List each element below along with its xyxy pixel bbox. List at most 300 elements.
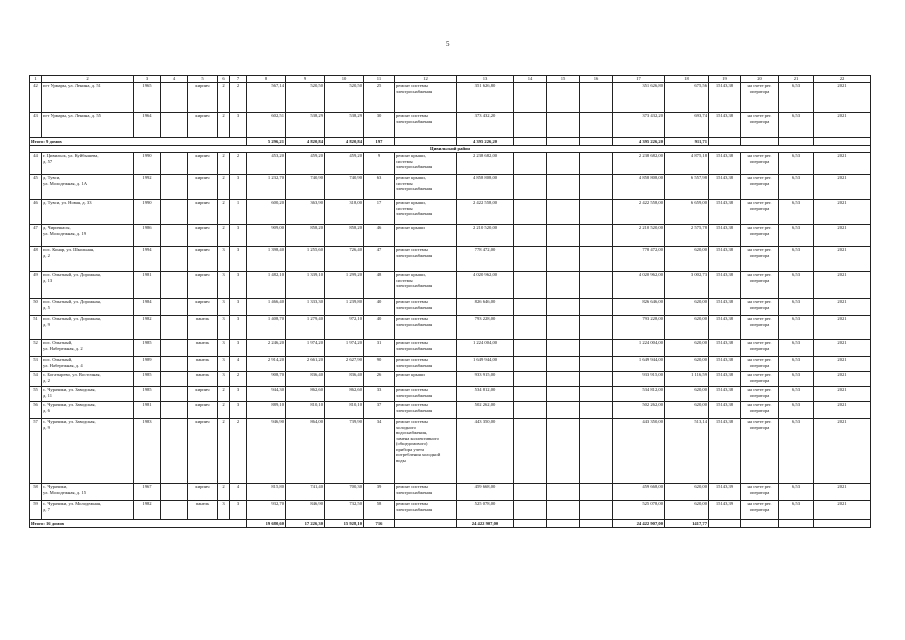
table-cell: ремонт системы холодного водоснабжения, замена коллективного (общедомового) прибора учета потребления холодной воды — [395, 419, 457, 484]
table-cell — [547, 501, 580, 520]
table-cell: 2 422 558,00 — [613, 200, 665, 225]
table-cell: пгт Урмары, ул. Ленина, д. 51 — [42, 83, 134, 113]
table-row — [30, 153, 871, 175]
table-cell: на счете рег. оператора — [741, 153, 779, 175]
table-cell: кирпич — [188, 272, 218, 299]
table-cell — [514, 153, 547, 175]
table-cell: пос. Опытный, ул. Дорожная, д. 5 — [42, 299, 134, 316]
table-cell — [547, 175, 580, 200]
table-cell: 6,53 — [779, 113, 814, 138]
table-cell: 2021 — [814, 299, 871, 316]
table-cell — [547, 402, 580, 419]
table-cell — [514, 200, 547, 225]
table-cell: на счете рег. оператора — [741, 200, 779, 225]
table-row — [30, 372, 871, 387]
district-header-row — [30, 146, 871, 153]
table-cell: 525 078,00 — [613, 501, 665, 520]
table-cell: 567,14 — [247, 83, 286, 113]
table-cell: 1 333,30 — [286, 299, 325, 316]
table-cell: 944,30 — [247, 387, 286, 402]
table-cell: 908,70 — [247, 372, 286, 387]
table-cell: 45 — [30, 175, 42, 200]
table-cell — [514, 340, 547, 357]
table-cell: 534 812,00 — [457, 387, 514, 402]
table-cell: 946,90 — [247, 419, 286, 484]
table-cell: 15143,38 — [709, 372, 741, 387]
table-cell — [161, 402, 188, 419]
table-cell: 15143,38 — [709, 340, 741, 357]
table-cell: на счете рег. оператора — [741, 316, 779, 340]
table-cell: 443 350,00 — [613, 419, 665, 484]
table-cell — [580, 175, 613, 200]
table-cell: 2021 — [814, 419, 871, 484]
table-cell — [161, 484, 188, 501]
table-cell: пгт Урмары, ул. Ленина, д. 55 — [42, 113, 134, 138]
table-cell — [514, 299, 547, 316]
table-cell: с. Чурачики, ул. Заводская, д. 6 — [42, 402, 134, 419]
table-cell: 1 482,10 — [247, 272, 286, 299]
table-cell: 2 246,20 — [247, 340, 286, 357]
table-cell: 6,53 — [779, 200, 814, 225]
table-cell: 732,50 — [325, 501, 364, 520]
table-cell: 4 858 808,00 — [457, 175, 514, 200]
table-cell: 6,53 — [779, 419, 814, 484]
table-cell: 14 — [514, 76, 547, 83]
table-cell: 2 — [42, 76, 134, 83]
table-cell: 1 — [30, 76, 42, 83]
table-cell — [580, 520, 613, 528]
table-cell: 2 238 682,00 — [613, 153, 665, 175]
table-cell: 1964 — [134, 113, 161, 138]
table-cell: 700,30 — [325, 484, 364, 501]
table-cell: 1994 — [134, 247, 161, 272]
table-cell: 2021 — [814, 402, 871, 419]
table-cell: с. Богатырево, ул. Восточная, д. 2 — [42, 372, 134, 387]
table-cell: 40 — [364, 316, 395, 340]
table-cell: пос. Опытный, ул. Набережная, д. 2 — [42, 340, 134, 357]
table-cell: 2 238 682,00 — [457, 153, 514, 175]
table-cell: 15143,38 — [709, 402, 741, 419]
table-cell: ремонт крыши — [395, 225, 457, 247]
table-cell: 4 395 226,20 — [613, 138, 665, 146]
table-cell: 63 — [364, 175, 395, 200]
table-cell: ремонт крыши, системы электроснабжения — [395, 272, 457, 299]
table-cell: 39 — [364, 484, 395, 501]
table-cell: 1 255,60 — [286, 247, 325, 272]
table-cell: 620,00 — [665, 247, 709, 272]
table-cell: 15143,38 — [709, 419, 741, 484]
table-cell: 600,20 — [247, 200, 286, 225]
table-row — [30, 299, 871, 316]
table-cell: на счете рег. оператора — [741, 372, 779, 387]
table-cell: ремонт крыши, системы электроснабжения — [395, 153, 457, 175]
table-cell — [161, 175, 188, 200]
table-cell: 1985 — [134, 372, 161, 387]
table-cell: 26 — [364, 372, 395, 387]
table-cell: 58 — [30, 484, 42, 501]
table-cell — [514, 175, 547, 200]
table-cell — [514, 316, 547, 340]
table-cell: 538,29 — [325, 113, 364, 138]
table-cell — [514, 419, 547, 484]
table-cell: 2021 — [814, 200, 871, 225]
table-cell: 4 395 226,20 — [457, 138, 514, 146]
table-cell: 726,40 — [325, 247, 364, 272]
table-cell: 49 — [30, 272, 42, 299]
table-cell: 4 858 808,00 — [613, 175, 665, 200]
table-cell: 2 — [230, 83, 247, 113]
table-cell: д. Тувси, ул. Новая, д. 33 — [42, 200, 134, 225]
table-cell — [580, 387, 613, 402]
table-row — [30, 316, 871, 340]
table-cell: 30 — [364, 113, 395, 138]
table-cell: 2021 — [814, 225, 871, 247]
table-cell — [547, 225, 580, 247]
table-cell — [161, 113, 188, 138]
table-cell: пос. Опытный, ул. Набережная, д. 4 — [42, 357, 134, 372]
table-cell: панель — [188, 340, 218, 357]
table-cell: на счете рег. оператора — [741, 340, 779, 357]
table-cell — [580, 247, 613, 272]
table-cell: ремонт системы электроснабжения — [395, 83, 457, 113]
table-cell: 675,56 — [665, 83, 709, 113]
table-cell: 2 — [218, 153, 230, 175]
table-cell: 24 422 907,00 — [613, 520, 665, 528]
table-cell: 318,00 — [325, 200, 364, 225]
table-cell: 10 — [325, 76, 364, 83]
table-cell: кирпич — [188, 225, 218, 247]
table-cell: 90 — [364, 357, 395, 372]
table-cell: с. Чурачики, ул. Заводская, д. 11 — [42, 387, 134, 402]
table-cell: 3 — [230, 340, 247, 357]
table-cell: 2 — [218, 175, 230, 200]
table-cell: 3 — [218, 299, 230, 316]
table-cell: 1982 — [134, 316, 161, 340]
table-cell: 5 296,21 — [247, 138, 286, 146]
table-cell — [514, 501, 547, 520]
table-cell: 6,53 — [779, 83, 814, 113]
table-cell — [547, 419, 580, 484]
table-cell: 43 — [30, 113, 42, 138]
table-cell — [514, 520, 547, 528]
column-number-row — [30, 76, 871, 83]
table-cell: 4 875,18 — [665, 153, 709, 175]
table-cell: кирпич — [188, 83, 218, 113]
table-row — [30, 357, 871, 372]
table-cell: 520,50 — [325, 83, 364, 113]
table-cell: ремонт системы электроснабжения — [395, 247, 457, 272]
table-cell — [547, 316, 580, 340]
table-cell: 2 422 558,00 — [457, 200, 514, 225]
table-row — [30, 272, 871, 299]
table-cell — [547, 372, 580, 387]
table-cell: 13 — [457, 76, 514, 83]
table-cell: 620,00 — [665, 484, 709, 501]
table-cell: 3 — [218, 316, 230, 340]
table-cell: ремонт системы электроснабжения — [395, 484, 457, 501]
table-cell: с. Чурачики, ул. Молодежная, д. 7 — [42, 501, 134, 520]
table-cell: 57 — [30, 419, 42, 484]
table-cell: 1 224 004,00 — [613, 340, 665, 357]
table-cell: панель — [188, 372, 218, 387]
table-cell: 459 668,00 — [457, 484, 514, 501]
table-cell — [514, 357, 547, 372]
table-cell: 6 557,98 — [665, 175, 709, 200]
table-cell: 6,53 — [779, 501, 814, 520]
table-cell: 1 649 944,00 — [457, 357, 514, 372]
table-cell — [580, 83, 613, 113]
table-cell: 1 339,10 — [286, 272, 325, 299]
table-cell: 1 232,70 — [247, 175, 286, 200]
table-row — [30, 247, 871, 272]
table-cell: 1989 — [134, 357, 161, 372]
table-cell: 933 915,00 — [613, 372, 665, 387]
table-cell: 37 — [364, 402, 395, 419]
table-cell — [161, 501, 188, 520]
table-cell: 2 — [218, 225, 230, 247]
table-cell — [709, 138, 741, 146]
table-cell: 2 210 520,00 — [613, 225, 665, 247]
table-cell: кирпич — [188, 113, 218, 138]
table-cell: 620,00 — [665, 340, 709, 357]
table-cell: 9 — [286, 76, 325, 83]
table-cell: 459 668,00 — [613, 484, 665, 501]
table-cell: 620,00 — [665, 299, 709, 316]
table-cell: пос. Опытный, ул. Дорожная, д. 13 — [42, 272, 134, 299]
table-cell: 864,00 — [286, 419, 325, 484]
table-cell: 22 — [814, 76, 871, 83]
table-cell: 50 — [30, 299, 42, 316]
table-cell — [514, 83, 547, 113]
table-row — [30, 175, 871, 200]
table-cell: 3 — [230, 501, 247, 520]
table-cell — [580, 419, 613, 484]
table-cell: 15143,39 — [709, 501, 741, 520]
table-cell: 6 — [218, 76, 230, 83]
table-cell: 6,53 — [779, 316, 814, 340]
table-cell: 17 — [364, 200, 395, 225]
table-cell: 3 — [230, 247, 247, 272]
table-cell: 40 — [364, 299, 395, 316]
table-cell: 1 974,20 — [286, 340, 325, 357]
table-cell: Итого: 9 домов — [30, 138, 247, 146]
table-cell: 739,90 — [325, 419, 364, 484]
table-cell: 1 239,80 — [325, 299, 364, 316]
table-row — [30, 419, 871, 484]
table-cell — [514, 387, 547, 402]
table-cell: 6,53 — [779, 272, 814, 299]
table-cell: 55 — [30, 387, 42, 402]
table-cell: 2021 — [814, 357, 871, 372]
table-cell: 1 466,40 — [247, 299, 286, 316]
table-cell: на счете рег. оператора — [741, 357, 779, 372]
table-cell: 502 262,00 — [613, 402, 665, 419]
table-cell — [547, 484, 580, 501]
table-cell — [580, 372, 613, 387]
table-cell: 16 — [580, 76, 613, 83]
table-cell: 8 — [247, 76, 286, 83]
table-cell: 3 — [230, 175, 247, 200]
table-cell: на счете рег. оператора — [741, 419, 779, 484]
table-cell: 1 974,20 — [325, 340, 364, 357]
table-cell: 459,20 — [325, 153, 364, 175]
table-cell: 3 — [218, 340, 230, 357]
table-cell: 19 680,60 — [247, 520, 286, 528]
table-cell: 24 422 907,00 — [457, 520, 514, 528]
table-cell: 15 928,10 — [325, 520, 364, 528]
table-cell: 4 820,84 — [325, 138, 364, 146]
table-cell: 25 — [364, 83, 395, 113]
table-row — [30, 200, 871, 225]
table-cell: 51 — [30, 316, 42, 340]
table-cell: 21 — [779, 76, 814, 83]
housing-registry-table — [29, 75, 871, 528]
table-cell: 1 116,59 — [665, 372, 709, 387]
table-cell: 54 — [30, 372, 42, 387]
table-cell: 1983 — [134, 419, 161, 484]
table-cell: 862,60 — [286, 387, 325, 402]
table-cell: панель — [188, 316, 218, 340]
table-cell — [741, 138, 779, 146]
table-cell: 933 915,00 — [457, 372, 514, 387]
table-cell: на счете рег. оператора — [741, 299, 779, 316]
table-cell: 2021 — [814, 372, 871, 387]
table-cell: 2021 — [814, 153, 871, 175]
table-cell: 810,10 — [325, 402, 364, 419]
table-cell: 48 — [30, 247, 42, 272]
table-cell — [514, 402, 547, 419]
table-cell: кирпич — [188, 299, 218, 316]
table-cell — [514, 484, 547, 501]
table-cell: пос. Конар, ул. Школьная, д. 2 — [42, 247, 134, 272]
table-cell — [547, 520, 580, 528]
table-cell: 620,00 — [665, 357, 709, 372]
table-cell: 740,90 — [325, 175, 364, 200]
table-cell: 2 — [230, 419, 247, 484]
table-cell: на счете рег. оператора — [741, 272, 779, 299]
table-cell — [547, 113, 580, 138]
table-cell — [161, 340, 188, 357]
table-cell: кирпич — [188, 175, 218, 200]
table-cell: 1 — [230, 200, 247, 225]
table-cell: 6,53 — [779, 299, 814, 316]
table-cell: 909,00 — [247, 225, 286, 247]
table-cell: 2 627,90 — [325, 357, 364, 372]
table-cell — [580, 138, 613, 146]
table-row — [30, 225, 871, 247]
table-cell: 53 — [30, 357, 42, 372]
table-cell: 373 432,20 — [457, 113, 514, 138]
table-cell: панель — [188, 501, 218, 520]
table-body — [30, 76, 871, 528]
table-cell: 1985 — [134, 387, 161, 402]
table-cell: 33 — [364, 387, 395, 402]
table-cell: 4 — [230, 484, 247, 501]
table-cell: на счете рег. оператора — [741, 402, 779, 419]
table-cell: ремонт системы электроснабжения — [395, 387, 457, 402]
table-cell: 15143,38 — [709, 247, 741, 272]
table-cell: 1965 — [134, 83, 161, 113]
table-cell: 525 078,00 — [457, 501, 514, 520]
table-cell: 3 — [218, 272, 230, 299]
table-cell: 793 228,00 — [613, 316, 665, 340]
table-cell: 3 — [230, 299, 247, 316]
table-cell: 5 — [188, 76, 218, 83]
table-cell — [514, 247, 547, 272]
table-cell: ремонт крыши, системы электроснабжения — [395, 200, 457, 225]
table-cell: 1981 — [134, 402, 161, 419]
table-cell: 2021 — [814, 272, 871, 299]
table-cell — [161, 299, 188, 316]
table-cell: 3 — [230, 316, 247, 340]
table-cell: 363,90 — [286, 200, 325, 225]
table-cell: 1984 — [134, 299, 161, 316]
table-cell: 3 — [134, 76, 161, 83]
table-cell — [709, 520, 741, 528]
table-cell: 59 — [30, 501, 42, 520]
table-cell: 15143,38 — [709, 200, 741, 225]
table-cell — [161, 272, 188, 299]
table-cell: 972,10 — [325, 316, 364, 340]
table-cell: 862,60 — [325, 387, 364, 402]
table-cell: 453,20 — [247, 153, 286, 175]
table-cell: 6,53 — [779, 225, 814, 247]
table-cell: 1417,77 — [665, 520, 709, 528]
table-cell: Итого: 16 домов — [30, 520, 247, 528]
table-cell — [547, 272, 580, 299]
table-cell: с. Чурачики, ул. Заводская, д. 9 — [42, 419, 134, 484]
table-cell: 58 — [364, 501, 395, 520]
table-cell: ремонт крыши, системы электроснабжения — [395, 175, 457, 200]
table-cell: 4 020 962,00 — [457, 272, 514, 299]
table-cell: 846,90 — [286, 501, 325, 520]
table-cell: 3 — [218, 372, 230, 387]
table-cell: 602,51 — [247, 113, 286, 138]
table-cell — [580, 225, 613, 247]
table-cell: 47 — [364, 247, 395, 272]
table-cell — [161, 372, 188, 387]
table-cell: 2 210 520,00 — [457, 225, 514, 247]
table-cell — [580, 299, 613, 316]
table-cell: 2 914,20 — [247, 357, 286, 372]
table-cell: 15143,38 — [709, 153, 741, 175]
table-cell — [580, 501, 613, 520]
table-cell: 15143,38 — [709, 316, 741, 340]
table-cell: 15143,38 — [709, 272, 741, 299]
table-cell — [547, 247, 580, 272]
table-cell: 18 — [665, 76, 709, 83]
table-cell: 1986 — [134, 225, 161, 247]
table-cell: 3 — [230, 225, 247, 247]
table-cell: 15143,38 — [709, 225, 741, 247]
table-cell: 1967 — [134, 484, 161, 501]
table-cell — [161, 247, 188, 272]
table-cell: 6,53 — [779, 175, 814, 200]
table-cell: на счете рег. оператора — [741, 484, 779, 501]
table-cell: 2021 — [814, 113, 871, 138]
table-cell: ремонт системы электроснабжения — [395, 340, 457, 357]
table-cell: 47 — [30, 225, 42, 247]
table-cell — [580, 153, 613, 175]
table-cell: 15143,38 — [709, 113, 741, 138]
table-cell: 351 626,80 — [613, 83, 665, 113]
table-cell: 858,20 — [325, 225, 364, 247]
table-cell: 1 224 004,00 — [457, 340, 514, 357]
table-cell: 7 — [230, 76, 247, 83]
table-row — [30, 83, 871, 113]
table-row — [30, 340, 871, 357]
table-cell: 2021 — [814, 316, 871, 340]
